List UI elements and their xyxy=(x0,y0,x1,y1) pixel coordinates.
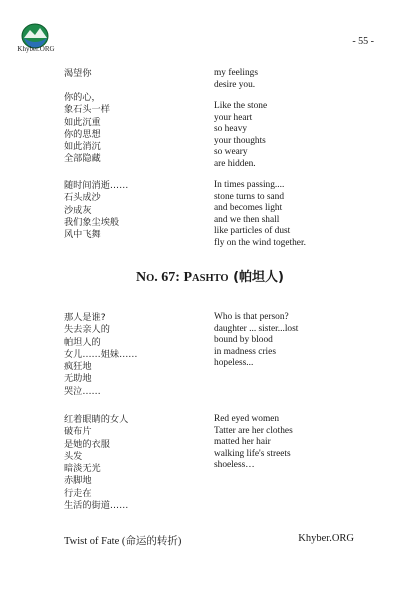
heading-pashto-rest: ASHTO xyxy=(192,273,229,284)
poem1-en-stanza2: Like the stone your heart so heavy your thoughts so weary are hidden. xyxy=(214,101,268,169)
poem2-cn-stanza2: 红着眼睛的女人 破布片 是她的衣服 头发 暗淡无光 赤脚地 行走在 生活的街道…… xyxy=(64,414,129,512)
heading-no-rest: O xyxy=(146,273,155,284)
page-number: - 55 - xyxy=(352,36,374,47)
poem2-cn-stanza1: 那人是谁? 失去亲人的 帕坦人的 女儿……姐妹…… 疯狂地 无助地 哭泣…… xyxy=(64,312,138,397)
heading-chinese: (帕坦人) xyxy=(228,270,285,285)
poem1-en-stanza3: In times passing.... stone turns to sand and becomes light and we then shall like particles of dust fly on the wind together. xyxy=(214,180,306,248)
heading-pashto-cap: P xyxy=(183,270,193,285)
poem1-en-stanza1: my feelings desire you. xyxy=(214,68,259,90)
heading-number: . 67: xyxy=(154,270,184,285)
poem2-en-stanza2: Red eyed women Tatter are her clothes matted her hair walking life's streets shoeless… xyxy=(214,414,293,470)
poem1-cn-stanza1: 渴望你 xyxy=(64,68,92,79)
heading-no-cap: N xyxy=(135,270,147,285)
footer-book-title: Twist of Fate (命运的转折) xyxy=(64,536,182,547)
poem2-en-stanza1: Who is that person? daughter ... sister...lost bound by blood in madness cries hopeless... xyxy=(214,312,299,368)
poem1-cn-stanza2: 你的心， 象石头一样 如此沉重 你的思想 如此消沉 全部隐藏 xyxy=(64,92,110,165)
footer-site-name: Khyber.ORG xyxy=(298,533,354,544)
poem1-cn-stanza3: 随时间消逝…… 石头成沙 沙成灰 我们象尘埃般 风中飞舞 xyxy=(64,180,129,241)
logo-text: Khyber.ORG xyxy=(17,45,55,53)
section-heading xyxy=(0,266,420,286)
